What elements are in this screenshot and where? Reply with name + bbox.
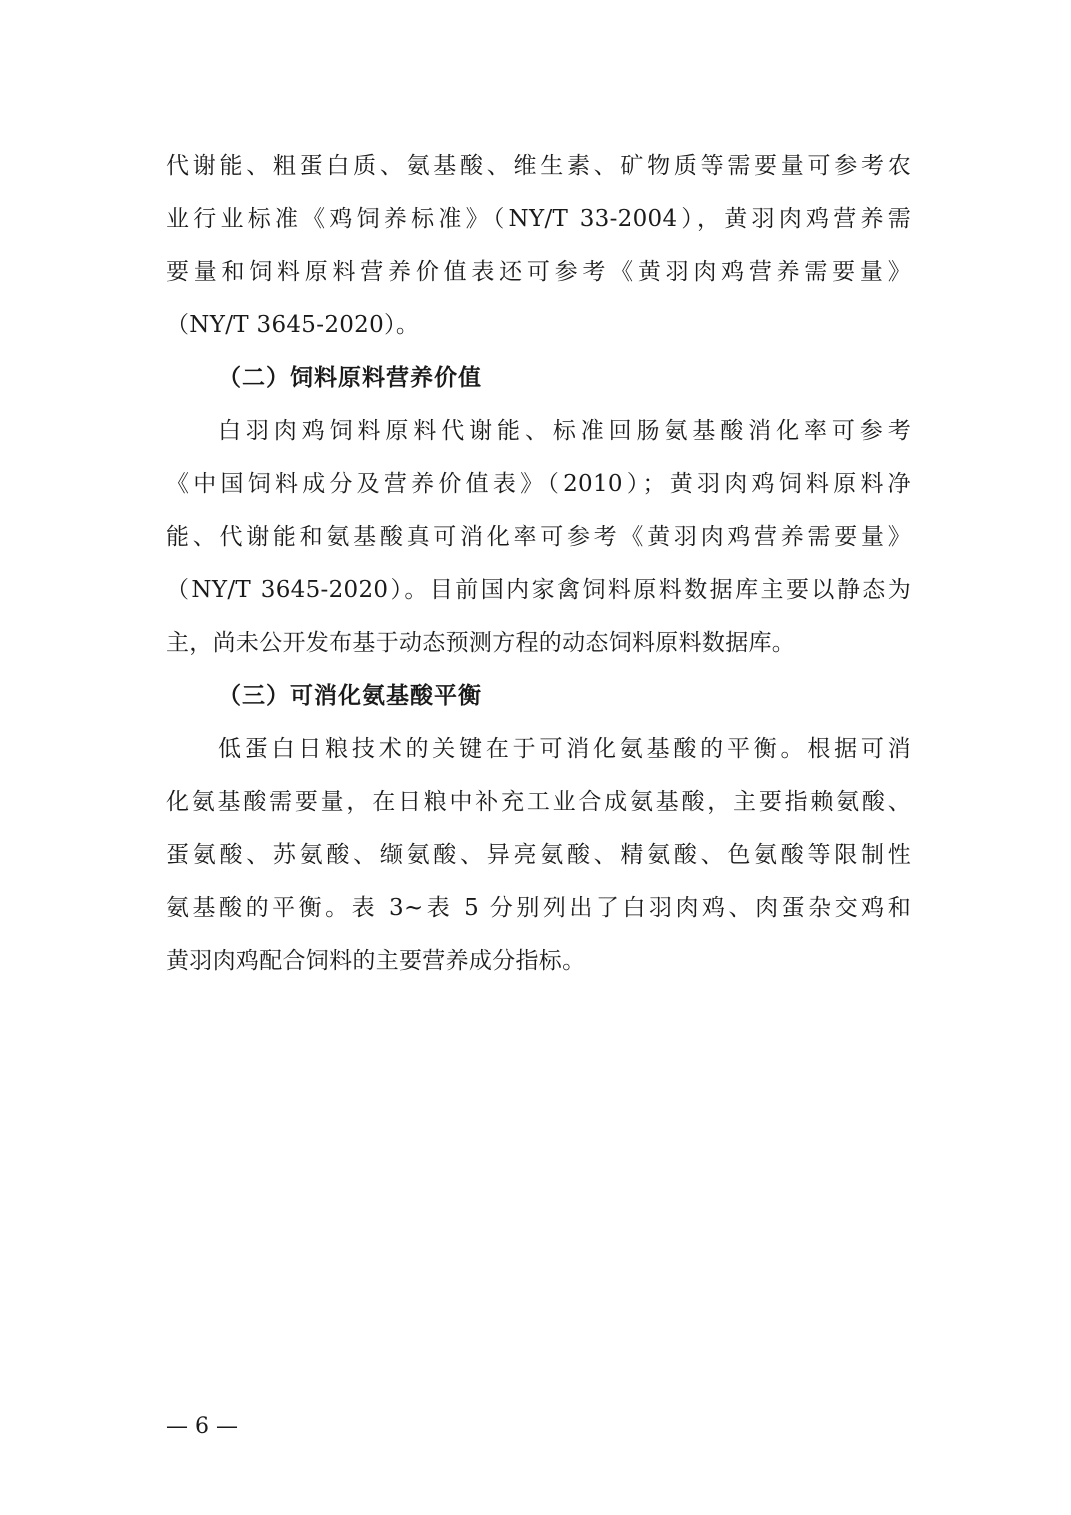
text-line: 能、代谢能和氨基酸真可消化率可参考《黄羽肉鸡营养需要量》 (166, 524, 911, 550)
text-line: （NY/T 3645-2020）。目前国内家禽饲料原料数据库主要以静态为 (166, 577, 911, 603)
paragraph-requirements (166, 140, 911, 352)
section-heading-amino-acid-balance: （三）可消化氨基酸平衡 (218, 683, 482, 709)
text-line: 要量和饲料原料营养价值表还可参考《黄羽肉鸡营养需要量》 (166, 259, 911, 285)
text-line: （NY/T 3645-2020）。 (166, 312, 420, 338)
paragraph-amino-acid-balance (166, 723, 911, 988)
text-line: 黄羽肉鸡配合饲料的主要营养成分指标。 (166, 948, 586, 974)
text-line: 蛋氨酸、苏氨酸、缬氨酸、异亮氨酸、精氨酸、色氨酸等限制性 (166, 842, 911, 868)
paragraph-feed-nutrition (166, 405, 911, 670)
text-line: 《中国饲料成分及营养价值表》（2010）；黄羽肉鸡饲料原料净 (166, 471, 911, 497)
text-line: 代谢能、粗蛋白质、氨基酸、维生素、矿物质等需要量可参考农 (166, 153, 911, 179)
page-number: — 6 — (166, 1414, 238, 1439)
text-line: 主，尚未公开发布基于动态预测方程的动态饲料原料数据库。 (166, 630, 796, 656)
text-line: 白羽肉鸡饲料原料代谢能、标准回肠氨基酸消化率可参考 (218, 418, 911, 444)
section-heading-feed-nutrition: （二）饲料原料营养价值 (218, 365, 482, 391)
text-line: 化氨基酸需要量，在日粮中补充工业合成氨基酸，主要指赖氨酸、 (166, 789, 911, 815)
text-line: 业行业标准《鸡饲养标准》（NY/T 33-2004），黄羽肉鸡营养需 (166, 206, 911, 232)
text-line: 氨基酸的平衡。表 3~表 5 分别列出了白羽肉鸡、肉蛋杂交鸡和 (166, 895, 911, 921)
document-body (166, 140, 911, 988)
text-line: 低蛋白日粮技术的关键在于可消化氨基酸的平衡。根据可消 (218, 736, 911, 762)
